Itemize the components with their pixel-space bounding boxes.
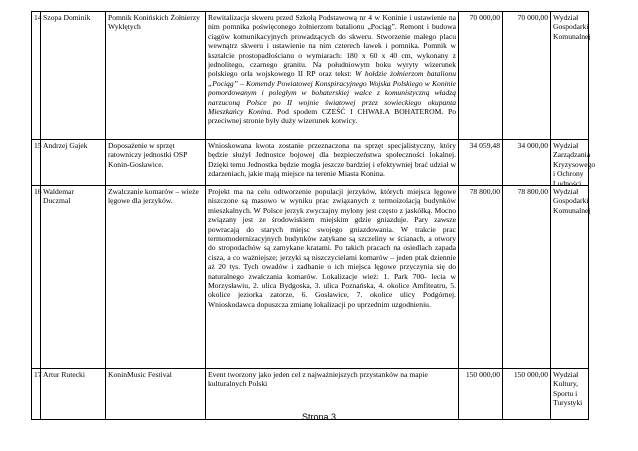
row-title: Zwalczanie komarów – wieże lęgowe dla jerzyków. [106, 186, 206, 369]
row-cost: 34 059,48 [459, 140, 503, 186]
description-tail-text: Pod spodem CZEŚĆ I CHWAŁA BOHATEROM. Po przeciwnej stronie były duży wizerunek kotwicy. [208, 107, 456, 126]
row-unit: Wydział Kultury, Sportu i Turystyki [551, 369, 589, 420]
row-cost: 150 000,00 [459, 369, 503, 420]
description-text: Rewitalizacja skweru przed Szkołą Podstawową nr 4 w Koninie i ustawienie na nim pomnika poświęconego żołnierzom batalionu „Pociąg”. Remont i budowa ciągów komunikacyjnych prowadzących do skweru. Stworzenie małego placu wewnątrz skweru i ustawienie na nim czterech ławek i pomnika. Pomnik w kształcie prostopadłościanu o wymiarach: 180 x 60 x 40 cm, wykonany z jednolitego, czarnego granitu. Na południowym boku wyryty wizerunek polskiego orła wojskowego II RP oraz tekst: [208, 13, 456, 79]
row-number: 14 [32, 12, 41, 140]
projects-table [31, 11, 596, 420]
row-unit [551, 140, 596, 188]
row-number: 16 [32, 186, 41, 369]
row-author: Andrzej Gajek [41, 140, 106, 186]
row-unit: Wydział Gospodarki Komunalnej [551, 186, 589, 369]
table-row [32, 140, 589, 186]
row-approved: 70 000,00 [503, 12, 551, 140]
row-approved: 150 000,00 [503, 369, 551, 420]
row-description: Wnioskowana kwota zostanie przeznaczona na sprzęt specjalistyczny, który będzie służył Jednostce bojowej dla bezpieczeństwa społeczności lokalnej. Dzięki temu Jednostka będzie mogła jeszcze bardziej i efektywniej brać udział w zdarzeniach, jakie mają miejsce na terenie Miasta Konina. [206, 140, 459, 186]
row-approved: 78 800,00 [503, 186, 551, 369]
row-cost: 70 000,00 [459, 12, 503, 140]
row-description: Projekt ma na celu odtworzenie populacji jerzyków, których miejsca lęgowe niszczone są masowo w wyniku prac związanych z termoizolacją budynków mieszkalnych. W Polsce jerzyk zwyczajny mylony jest często z jaskółką. Mocno związany jest ze środowiskiem miejskim gdzie gniazduje. Pary zawsze powracają do starych miejsc swojego gniazdowania. W trakcie prac termomodernizacyjnych budynków zatykane są szczeliny w ścianach, a otwory do stropodachów są zamykane kratami. Po takich pracach na osiedlach zapada cisza, a co ważniejsze; jerzyki są niszczycielami komarów – jeden ptak dziennie aż 20 tys. Tych owadów i zadbanie o ich miejsca lęgowe przyczynia się do naturalnego zwalczania komarów. Lokalizacje wież: 1. Park 700- lecia w Morzysławiu, 2. ulica Bydgoska, 3. ulica Poznańska, 4. okolice Amfiteatru, 5. okolice jeziorka zatorze, 6. Gosławice, 7. okolice ulicy Podgórnej. Wnioskodawca dopuszcza zmianę lokalizacji po uprzednim uzgodnieniu. [206, 186, 459, 369]
row-title: Doposażenie w sprzęt ratowniczy jednostki OSP Konin-Gosławice. [106, 140, 206, 186]
description-italic-text: W hołdzie żołnierzom batalionu „Pociąg” – Komendy Powiatowej Konspiracyjnego Wojska Polskiego w Koninie pomordowanym i poległym w bohaterskiej walce z komunistyczną władzą narzuconą Polsce po II wojnie światowej przez sowieckiego okupanta Mieszkańcy Konina. [208, 69, 456, 117]
row-description: Event tworzony jako jeden cel z najważniejszych przystanków na mapie kulturalnych Polski [206, 369, 459, 420]
table-row [32, 186, 589, 369]
row-unit: Wydział Gospodarki Komunalnej [551, 12, 589, 140]
page-footer: Strona 3 [301, 412, 337, 422]
row-description [206, 12, 459, 140]
row-approved: 34 000,00 [503, 140, 551, 186]
row-title: KoninMusic Festival [106, 369, 206, 420]
row-title: Pomnik Konińskich Żołnierzy Wyklętych [106, 12, 206, 140]
unit-clip: Wydział Zarządzania Kryzysowego i Ochrony Ludności [553, 141, 596, 188]
table-row [32, 12, 589, 140]
row-author: Szopa Dominik [41, 12, 106, 140]
row-cost: 78 800,00 [459, 186, 503, 369]
row-number: 17 [32, 369, 41, 420]
row-author: Artur Rutecki [41, 369, 106, 420]
row-author: Waldemar Duczmal [41, 186, 106, 369]
row-number: 15 [32, 140, 41, 186]
